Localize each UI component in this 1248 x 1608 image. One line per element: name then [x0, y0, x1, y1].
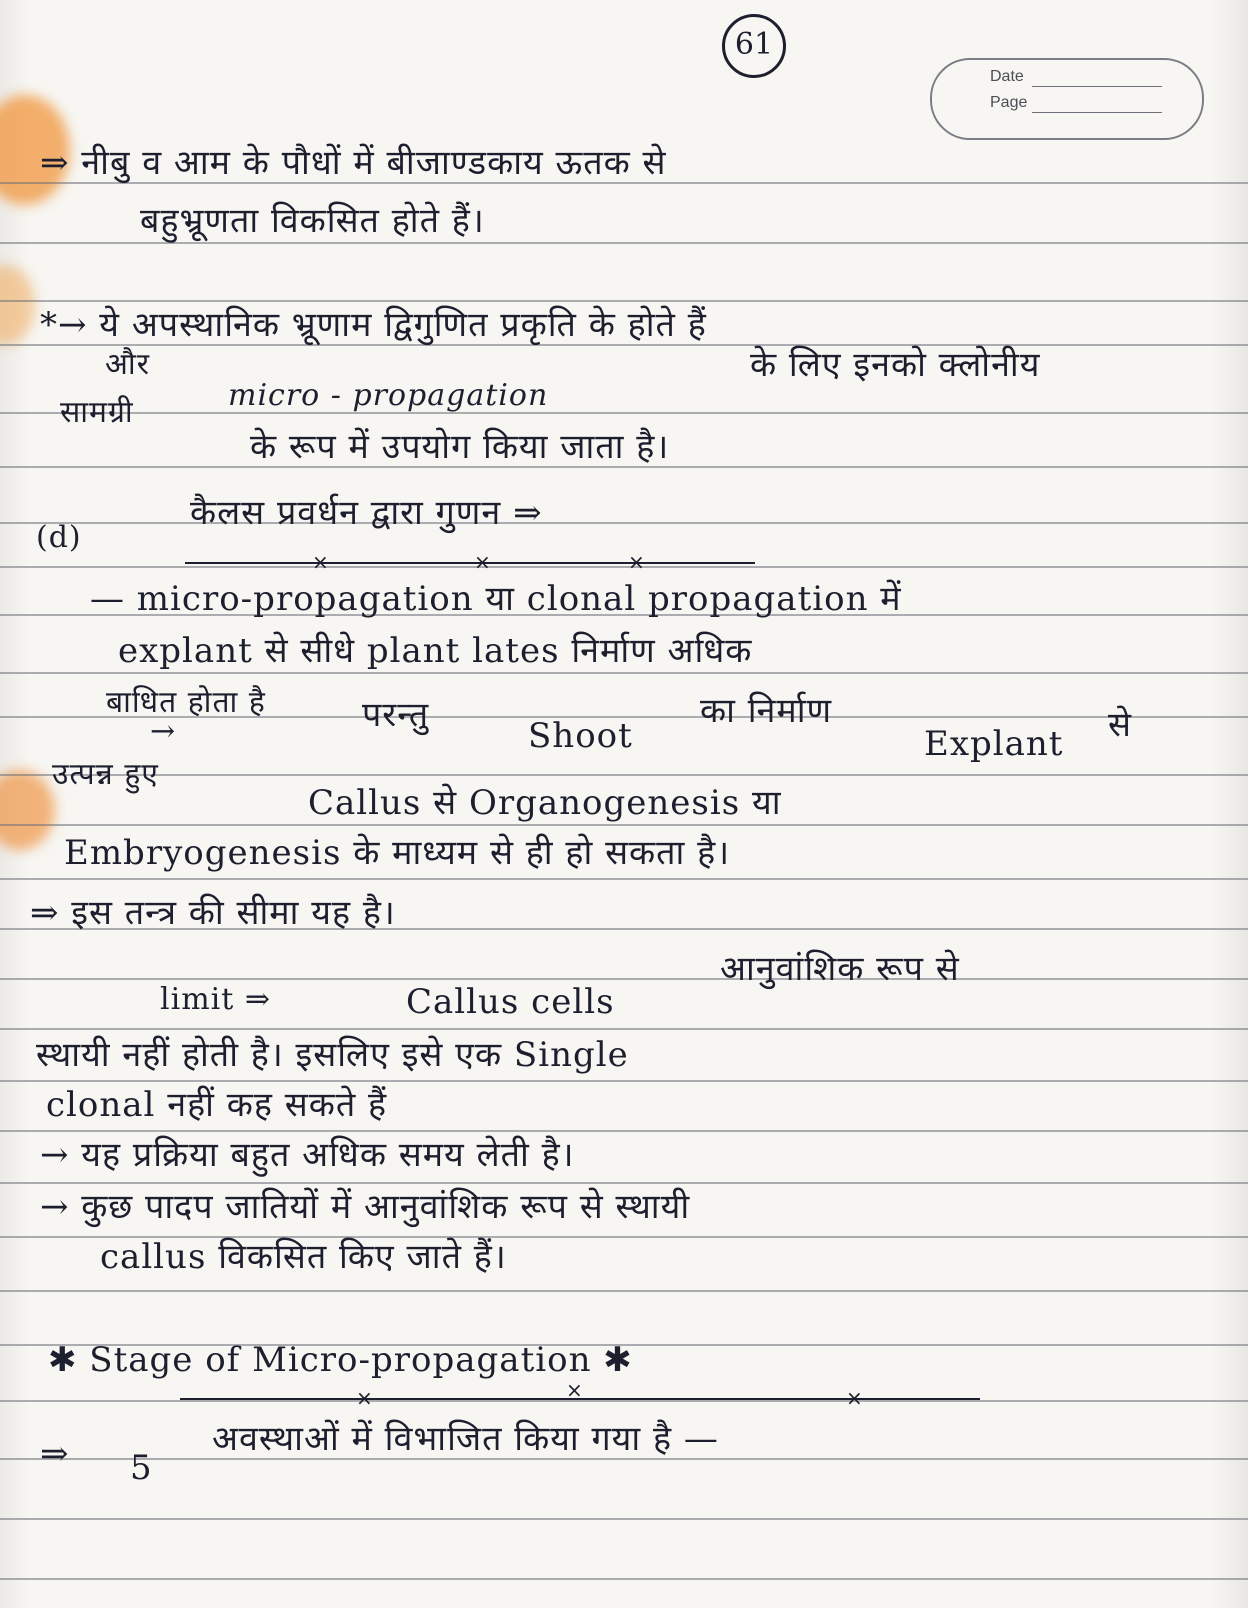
ruled-line: [0, 566, 1248, 568]
arrow-mark: ⇒: [40, 1434, 70, 1474]
arrow-mark: →: [150, 714, 177, 749]
note-line-20: callus विकसित किए जाते हैं।: [100, 1237, 507, 1277]
cross-mark: ×: [566, 1378, 583, 1402]
ruled-line: [0, 1578, 1248, 1580]
ruled-line: [0, 672, 1248, 674]
note-line-5a: सामग्री: [60, 395, 134, 430]
ruled-line: [0, 1518, 1248, 1520]
cross-mark: ×: [474, 550, 491, 574]
page-label: Page: [990, 94, 1028, 111]
page-line: [1032, 112, 1162, 113]
note-line-12a: उत्पन्न हुए: [52, 757, 159, 792]
note-line-11c: Explant: [924, 724, 1064, 764]
stage-heading: ✱ Stage of Micro-propagation ✱: [48, 1340, 633, 1380]
note-line-12b: Callus से Organogenesis या: [308, 783, 782, 823]
note-line-17: clonal नहीं कह सकते हैं: [46, 1085, 388, 1125]
heading-underline: [185, 562, 755, 564]
ruled-line: [0, 1400, 1248, 1402]
note-line-10d: से: [1108, 705, 1132, 745]
note-line-1: ⇒ नीबु व आम के पौधों में बीजाण्डकाय ऊतक से: [40, 143, 667, 183]
stage-count: 5: [130, 1448, 153, 1488]
stain-mid: [0, 265, 35, 345]
note-line-4a: और: [105, 347, 150, 382]
ruled-line: [0, 774, 1248, 776]
note-line-10b: परन्तु: [362, 695, 430, 735]
cross-mark: ×: [356, 1386, 373, 1410]
section-d-label: (d): [36, 520, 82, 555]
ruled-line: [0, 522, 1248, 524]
cross-mark: ×: [628, 550, 645, 574]
note-line-9: explant से सीधे plant lates निर्माण अधिक: [118, 631, 753, 671]
cross-mark: ×: [846, 1386, 863, 1410]
ruled-line: [0, 824, 1248, 826]
note-line-22: अवस्थाओं में विभाजित किया गया है —: [212, 1419, 719, 1459]
note-line-3: *→ ये अपस्थानिक भ्रूणाम द्विगुणित प्रकृति के होते हैं: [40, 305, 707, 345]
note-line-10c: का निर्माण: [700, 691, 833, 731]
note-line-10a: बाधित होता है: [106, 685, 266, 720]
note-line-8: — micro-propagation या clonal propagation में: [90, 579, 902, 619]
note-line-19: → कुछ पादप जातियों में आनुवांशिक रूप से स्थायी: [40, 1187, 691, 1227]
note-line-15c: आनुवांशिक रूप से: [720, 949, 960, 989]
note-line-5b: micro - propagation: [228, 378, 549, 413]
note-line-11b: Shoot: [528, 716, 633, 756]
page-number: 61: [722, 14, 786, 78]
note-line-16: स्थायी नहीं होती है। इसलिए इसे एक Single: [36, 1035, 629, 1075]
cross-mark: ×: [312, 550, 329, 574]
note-line-4b: के लिए इनको क्लोनीय: [750, 345, 1041, 385]
section-d-heading: कैलस प्रवर्धन द्वारा गुणन ⇒: [190, 493, 543, 533]
limit-label: limit ⇒: [160, 982, 271, 1017]
note-line-2: बहुभ्रूणता विकसित होते हैं।: [140, 201, 485, 241]
stain-low: [0, 770, 55, 850]
note-line-18: → यह प्रक्रिया बहुत अधिक समय लेती है।: [40, 1135, 575, 1175]
note-line-6: के रूप में उपयोग किया जाता है।: [250, 427, 670, 467]
date-label: Date: [990, 68, 1024, 85]
note-line-15b: Callus cells: [406, 982, 615, 1022]
date-line: [1032, 86, 1162, 87]
ruled-line: [0, 412, 1248, 414]
ruled-line: [0, 878, 1248, 880]
ruled-line: [0, 242, 1248, 244]
ruled-line: [0, 978, 1248, 980]
note-line-13: Embryogenesis के माध्यम से ही हो सकता है।: [64, 833, 731, 873]
note-line-14: ⇒ इस तन्त्र की सीमा यह है।: [30, 893, 396, 933]
ruled-line: [0, 1290, 1248, 1292]
date-page-box: [930, 58, 1204, 140]
